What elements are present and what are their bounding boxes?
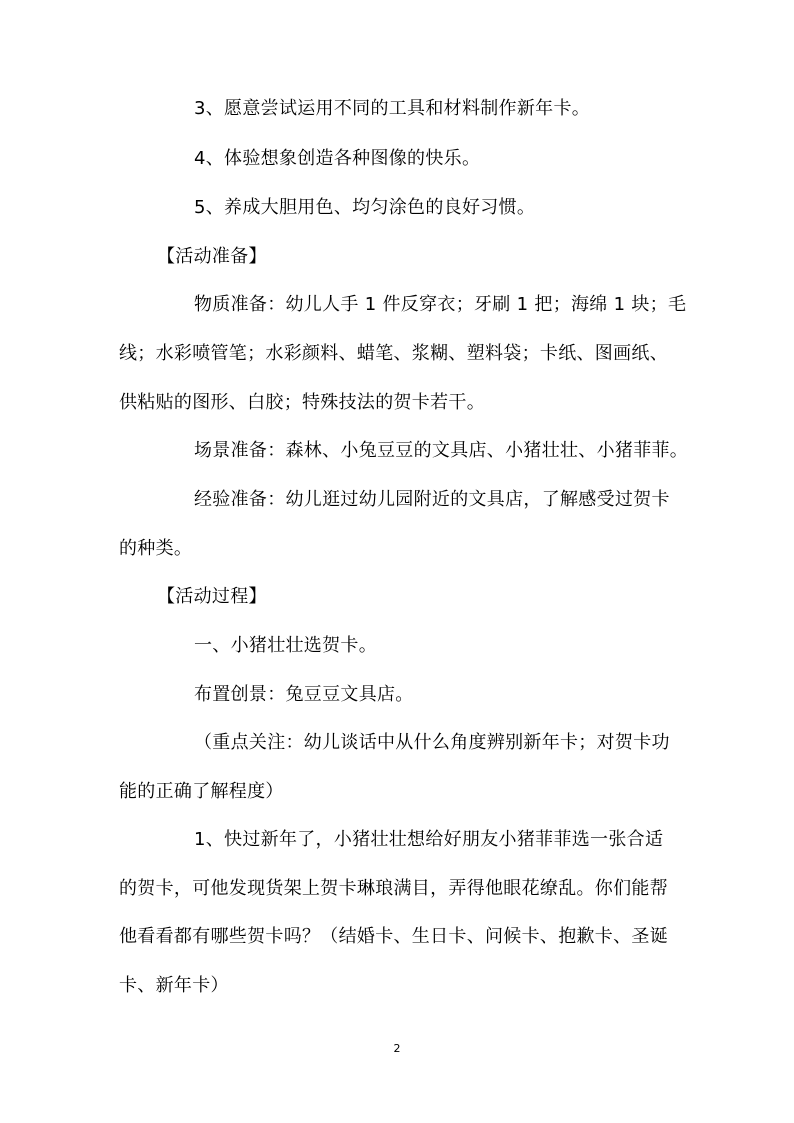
process-step-1-title: 一、小猪壮壮选贺卡。 [194,635,377,656]
scene-setup-line: 布置创景：兔豆豆文具店。 [194,684,414,705]
process-paragraph-line-2: 的贺卡，可他发现货架上贺卡琳琅满目，弄得他眼花缭乱。你们能帮 [119,878,668,899]
section-heading-process: 【活动过程】 [157,586,267,607]
process-paragraph-line-1: 1、快过新年了，小猪壮壮想给好朋友小猪菲菲选一张合适 [194,829,664,850]
focus-note-line-2: 能的正确了解程度） [119,781,284,802]
page-number: 2 [393,1042,401,1055]
experience-preparation-line-1: 经验准备：幼儿逛过幼儿园附近的文具店，了解感受过贺卡 [194,489,670,510]
section-heading-preparation: 【活动准备】 [157,246,267,267]
scene-preparation-line: 场景准备：森林、小兔豆豆的文具店、小猪壮壮、小猪菲菲。 [194,440,689,461]
focus-note-line-1: （重点关注：幼儿谈话中从什么角度辨别新年卡；对贺卡功 [194,732,670,753]
process-paragraph-line-4: 卡、新年卡） [119,975,229,996]
material-preparation-line-1: 物质准备：幼儿人手 1 件反穿衣；牙刷 1 把；海绵 1 块；毛 [194,294,687,315]
experience-preparation-line-2: 的种类。 [119,538,193,559]
material-preparation-line-3: 供粘贴的图形、白胶；特殊技法的贺卡若干。 [119,392,485,413]
objective-line-5: 5、养成大胆用色、均匀涂色的良好习惯。 [194,197,536,218]
objective-line-3: 3、愿意尝试运用不同的工具和材料制作新年卡。 [194,98,591,119]
material-preparation-line-2: 线；水彩喷管笔；水彩颜料、蜡笔、浆糊、塑料袋；卡纸、图画纸、 [119,343,668,364]
objective-line-4: 4、体验想象创造各种图像的快乐。 [194,148,481,169]
process-paragraph-line-3: 他看看都有哪些贺卡吗？（结婚卡、生日卡、问候卡、抱歉卡、圣诞 [119,926,668,947]
